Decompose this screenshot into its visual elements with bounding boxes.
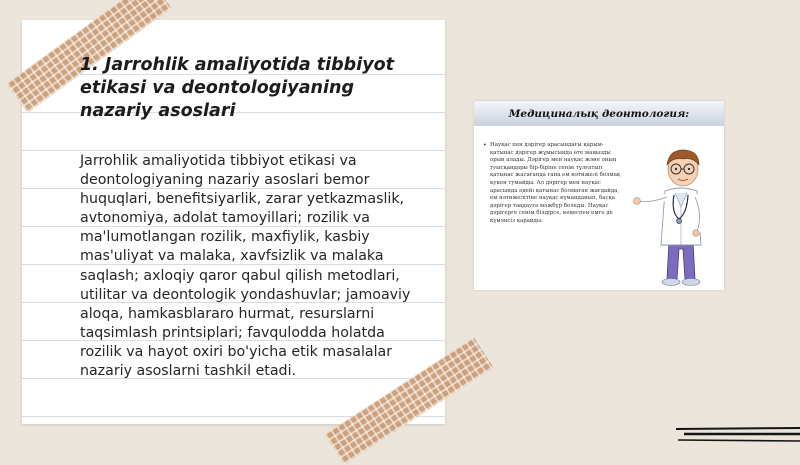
- bullet-icon: •: [483, 142, 487, 149]
- body-paragraph: Jarrohlik amaliyotida tibbiyot etikasi va deontologiyaning nazariy asoslari bemor huquqlari, benefitsiyarlik, zarar yetkazmaslik, avtonomiya, adolat tamoyillari; rozilik va ma'lumotlangan rozilik, maxfiylik, kasbiy mas'uliyat va malaka, xavfsizlik va malaka saqlash; axloqiy qaror qabul qilish metodlari, utilitar va deontologik yondashuvlar; jamoaviy aloqa, hamkasblararo hurmat, resurslarni taqsimlash printsiplari; favqulodda holatda rozilik va hayot oxiri bo'yicha etik masalalar nazariy asoslarni tashkil etadi.: [80, 153, 411, 380]
- doctor-illustration: [631, 141, 721, 291]
- slide-heading: Медициналық деонтология:: [508, 107, 690, 120]
- slide-header: [474, 101, 724, 126]
- slide-bullet-text: Науқас пен дәрігер арасындағы қарым-қатынас дәрігер жұмысында өте маңызды орын алады. Дәрігер мен науқас және оның туысқандары бір-біріне сенім тұлғатып қатынас жасағанда ғана ем нәтижелі болмақ кукен тумайды. Ал дәрігер мен науқас арасында әдейі қатынас болмаған жағдайда, ем нәтижелітіне науқас күманданып, басқа дәрігер таңдауға мәжбүр болады. Науқас дәрігерге сенім білдірсе, кеңеспен емге де күмәнсіз қарайды.: [490, 142, 621, 224]
- slide-bullet: [483, 142, 623, 226]
- slide-thumbnail: [474, 101, 724, 290]
- decorative-lines: [676, 425, 800, 445]
- section-title: 1. Jarrohlik amaliyotida tibbiyot etikasi va deontologiyaning nazariy asoslari: [80, 55, 394, 121]
